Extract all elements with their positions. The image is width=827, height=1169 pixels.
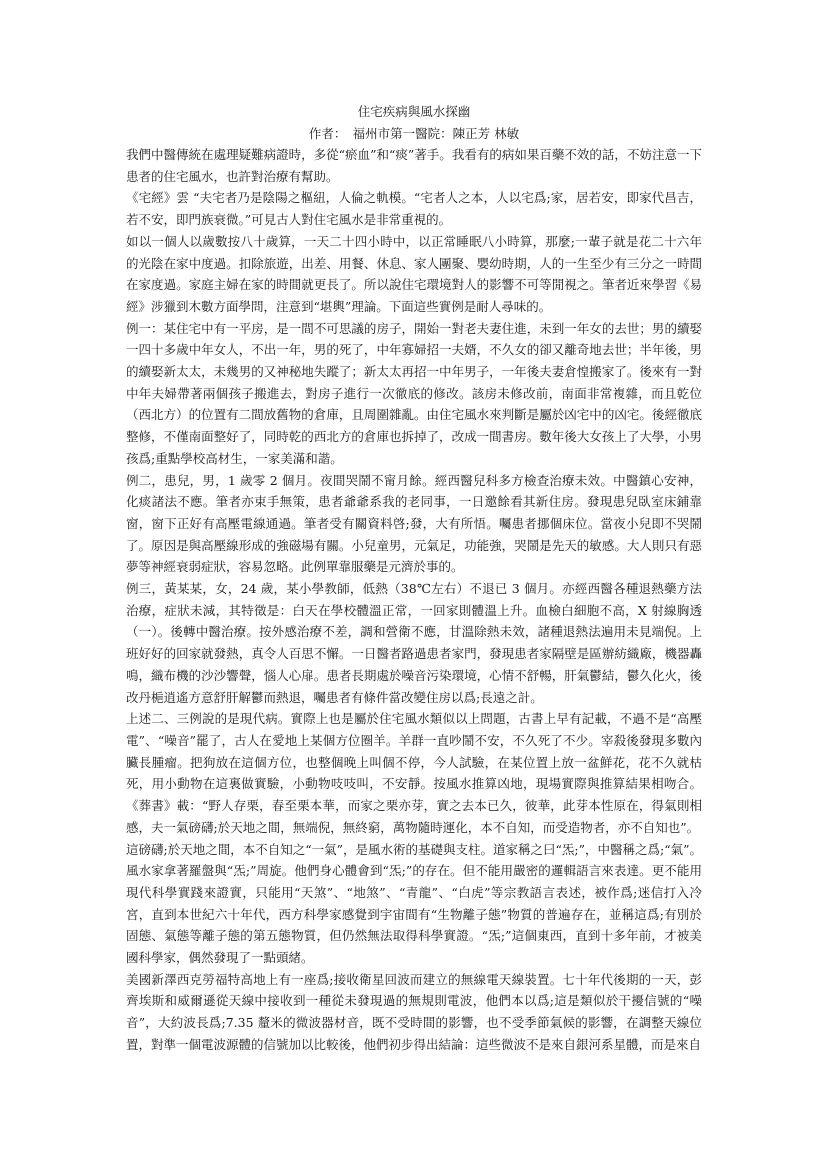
paragraph-zhaijing-quote: 《宅經》雲 “夫宅者乃是陰陽之樞紐，人倫之軌模。“宅者人之本，人以宅爲;家，居若安，即家代昌吉，若不安，即門族衰微。”可見古人對住宅風水是非常重視的。 bbox=[126, 190, 702, 228]
paragraph-qi-theory: 這磅礴;於天地之間，本不自知之“一氣”，是風水術的基礎與支柱。道家稱之曰“炁;”，中醫稱之爲;“氣”。風水家拿著羅盤與“炁;”周旋。他們身心體會到“炁;”的存在。但不能用嚴密的邏輯語言來表達。更不能用現代科學實踐來證實，只能用“天煞”、“地煞”、“青龍”、“白虎”等宗教語言表述，被作爲;迷信打入冷宮，直到本世紀六十年代，西方科學家感覺到宇宙間有“生物離子態”物質的普遍存在，並稱這爲;有別於固態、氣態等離子態的第五態物質，但仍然無法取得科學實證。“炁;”這個東西，直到十多年前，才被美國科學家，偶然發現了一點頭緒。 bbox=[126, 841, 702, 966]
paragraph-example-three: 例三，黃某某，女，24 歲，某小學教師，低熱（38℃左右）不退已 3 個月。亦經西醫各種退熱藥方法治療，症狀未減，其特徵是：白天在學校體溫正常，一回家則體溫上升。血檢白細胞不高，X 射線胸透（一）。後轉中醫治療。按外感治療不差，調和營衛不應，甘溫除熱未效，諸種退熱法遍用未見端倪。上班好好的回家就發熱，真令人百思不懈。一日醫者路過患者家門，發現患者家隔壁是區辦紡織廠，機器轟鳴，織布機的沙沙響聲，惱人心扉。患者長期處於噪音污染環境，心情不舒暢，肝氣鬱結，鬱久化火，後改丹梔逍遙方意舒肝解鬱而熱退，囑患者有條件當改變住房以爲;長遠之計。 bbox=[126, 581, 702, 705]
paragraph-discussion: 上述二、三例說的是現代病。實際上也是屬於住宅風水類似以上問題，古書上早有記載，不過不是“高壓電”、“噪音”罷了，古人在愛地上某個方位圈羊。羊群一直吵鬧不安，不久死了不少。宰殺後發現多數內臟長腫瘤。把狗放在這個方位，也整個晚上叫個不停，今人試驗，在某位置上放一盆鮮花，花不久就枯死，用小動物在這裏做實驗，小動物吱吱叫，不安靜。按風水推算凶地，現場實際與推算結果相吻合。《葬書》載：“野人存栗，春至栗本華，而家之栗亦芽，實之去本已久，彼華，此芽本性原在，得氣則相感，夫一氣磅礴;於天地之間，無端倪，無終窮，萬物隨時運化，本不自知，而受造物者，亦不自知也”。 bbox=[126, 711, 702, 835]
document-page bbox=[126, 102, 702, 1056]
paragraph-example-two: 例二，患兒，男，1 歲零 2 個月。夜間哭鬧不甯月餘。經西醫兒科多方檢查治療未效。中醫鎮心安神，化痰諸法不應。筆者亦束手無策，患者爺爺系我的老同事，一日邀餘看其新住房。發現患兒臥室床鋪靠窗，窗下正好有高壓電線通過。筆者受有關資料啓;發，大有所悟。囑患者挪個床位。當夜小兒即不哭鬧了。原因是與高壓線形成的強磁場有關。小兒童男，元氣足，功能強，哭鬧是先天的敏感。大人則只有惡夢等神經衰弱症狀，容易忽略。此例單靠服藥是元濟於事的。 bbox=[126, 472, 702, 575]
paragraph-intro: 我們中醫傳統在處理疑難病證時，多從“瘀血”和“痰”著手。我看有的病如果百藥不效的話，不妨注意一下患者的住宅風水，也許對治療有幫助。 bbox=[126, 147, 702, 184]
document-title: 住宅疾病與風水探幽 bbox=[357, 104, 471, 119]
paragraph-microwave-discovery: 美國新澤西克勞福特高地上有一座爲;接收衛星回波而建立的無線電天線裝置。七十年代後期的一天，彭齊埃斯和威爾遜從天線中接收到一種從未發現過的無規則電波，他們本以爲;這是類似於干擾信號的“噪音”，大約波長爲;7.35 釐米的微波器材音，既不受時間的影響，也不受季節氣候的影響，在調整天線位置，對準一個電波源體的信號加以比較後，他們初步得出結論：這些微波不是來自銀河系星體，而是來自 bbox=[126, 971, 702, 1052]
paragraph-example-one: 例一：某住宅中有一平房，是一間不可思議的房子，開始一對老夫妻住進，未到一年女的去世；男的續娶一四十多歲中年女人，不出一年，男的死了，中年寡婦招一夫婿，不久女的卻又離奇地去世；半年後，男的續娶新太太，未幾男的又神秘地失蹤了；新太太再招一中年男子，一年後夫妻倉惶搬家了。後來有一對中年夫婦帶著兩個孩子搬進去，對房子進行一次徹底的修改。該房未修改前，南面非常複雜，而且乾位（西北方）的位置有二間放舊物的倉庫，且周圍雜亂。由住宅風水來判斷是屬於凶宅中的凶宅。後經徹底整修，不僅南面整好了，同時乾的西北方的倉庫也拆掉了，改成一間書房。數年後大女孩上了大學，小男孩爲;重點學校高材生，一家美滿和諧。 bbox=[126, 320, 702, 466]
author-byline: 作者： 福州市第一醫院：陳正芳 林敏 bbox=[308, 126, 520, 141]
paragraph-time-at-home: 如以一個人以歲數按八十歲算，一天二十四小時中，以正常睡眠八小時算，那麼;一輩子就是花二十六年的光陰在家中度過。扣除旅遊，出差、用餐、休息、家人團聚、嬰幼時期，人的一生至少有三分之一時間在家度過。家庭主婦在家的時間就更長了。所以說住宅環境對人的影響不可等閒視之。筆者近來學習《易經》涉獵到木數方面學問，注意到“堪輿”理論。下面這些實例是耐人尋味的。 bbox=[126, 233, 702, 314]
